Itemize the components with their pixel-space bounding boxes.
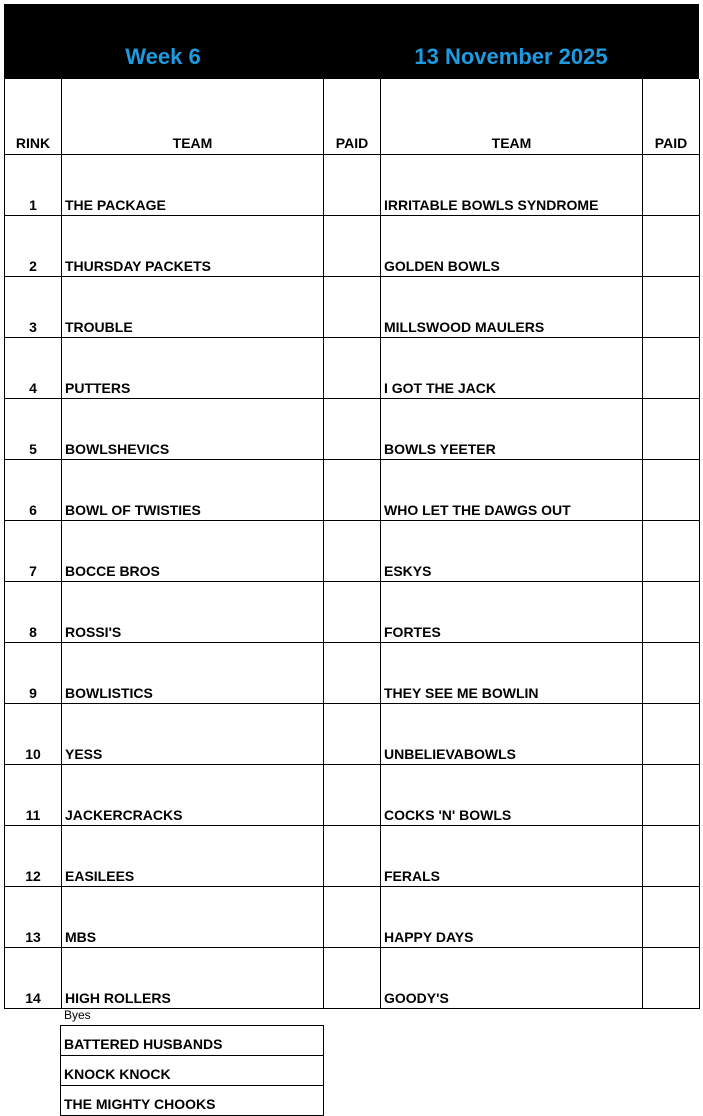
team-a-name: BOCCE BROS xyxy=(62,521,324,582)
rink-number: 1 xyxy=(5,155,62,216)
table-row xyxy=(5,765,700,826)
rink-number: 4 xyxy=(5,338,62,399)
paid-a-cell xyxy=(324,765,381,826)
table-row xyxy=(5,399,700,460)
paid-b-cell xyxy=(643,277,700,338)
team-b-name: THEY SEE ME BOWLIN xyxy=(381,643,643,704)
table-row xyxy=(5,277,700,338)
team-a-name: PUTTERS xyxy=(62,338,324,399)
paid-b-cell xyxy=(643,887,700,948)
table-row xyxy=(5,826,700,887)
paid-a-cell xyxy=(324,887,381,948)
table-row xyxy=(5,521,700,582)
rink-number: 8 xyxy=(5,582,62,643)
table-row xyxy=(5,887,700,948)
team-a-name: HIGH ROLLERS xyxy=(62,948,324,1009)
paid-b-cell xyxy=(643,399,700,460)
paid-a-cell xyxy=(324,521,381,582)
team-a-name: THE PACKAGE xyxy=(62,155,324,216)
team-b-column-header: TEAM xyxy=(381,79,643,155)
bye-row xyxy=(61,1056,324,1086)
paid-a-cell xyxy=(324,399,381,460)
paid-b-cell xyxy=(643,948,700,1009)
paid-a-cell xyxy=(324,704,381,765)
paid-b-cell xyxy=(643,643,700,704)
team-b-name: FORTES xyxy=(381,582,643,643)
paid-b-cell xyxy=(643,460,700,521)
table-row xyxy=(5,338,700,399)
team-b-name: UNBELIEVABOWLS xyxy=(381,704,643,765)
paid-b-cell xyxy=(643,521,700,582)
rink-number: 3 xyxy=(5,277,62,338)
team-a-name: YESS xyxy=(62,704,324,765)
team-b-name: HAPPY DAYS xyxy=(381,887,643,948)
paid-b-column-header: PAID xyxy=(643,79,700,155)
rink-number: 2 xyxy=(5,216,62,277)
paid-a-cell xyxy=(324,338,381,399)
team-a-name: MBS xyxy=(62,887,324,948)
paid-a-cell xyxy=(324,460,381,521)
bye-row xyxy=(61,1086,324,1116)
team-a-name: BOWL OF TWISTIES xyxy=(62,460,324,521)
table-row xyxy=(5,948,700,1009)
paid-a-cell xyxy=(324,643,381,704)
team-a-name: BOWLSHEVICS xyxy=(62,399,324,460)
rink-number: 11 xyxy=(5,765,62,826)
table-row xyxy=(5,216,700,277)
table-row xyxy=(5,582,700,643)
table-row xyxy=(5,460,700,521)
paid-b-cell xyxy=(643,338,700,399)
rink-number: 13 xyxy=(5,887,62,948)
rink-draw-table xyxy=(4,79,700,1009)
rink-number: 7 xyxy=(5,521,62,582)
paid-a-cell xyxy=(324,948,381,1009)
team-b-name: IRRITABLE BOWLS SYNDROME xyxy=(381,155,643,216)
rink-number: 14 xyxy=(5,948,62,1009)
team-b-name: COCKS 'N' BOWLS xyxy=(381,765,643,826)
byes-label: Byes xyxy=(64,1008,91,1022)
team-a-name: THURSDAY PACKETS xyxy=(62,216,324,277)
bye-team-name: BATTERED HUSBANDS xyxy=(61,1026,324,1056)
table-row xyxy=(5,155,700,216)
rink-number: 6 xyxy=(5,460,62,521)
rink-column-header: RINK xyxy=(5,79,62,155)
team-a-name: EASILEES xyxy=(62,826,324,887)
team-a-name: ROSSI'S xyxy=(62,582,324,643)
paid-a-cell xyxy=(324,582,381,643)
paid-b-cell xyxy=(643,582,700,643)
team-b-name: MILLSWOOD MAULERS xyxy=(381,277,643,338)
team-a-column-header: TEAM xyxy=(62,79,324,155)
paid-b-cell xyxy=(643,155,700,216)
rink-number: 5 xyxy=(5,399,62,460)
table-row xyxy=(5,704,700,765)
bye-team-name: THE MIGHTY CHOOKS xyxy=(61,1086,324,1116)
bye-team-name: KNOCK KNOCK xyxy=(61,1056,324,1086)
table-row xyxy=(5,643,700,704)
team-a-name: JACKERCRACKS xyxy=(62,765,324,826)
paid-a-cell xyxy=(324,277,381,338)
paid-a-cell xyxy=(324,826,381,887)
paid-b-cell xyxy=(643,765,700,826)
team-b-name: I GOT THE JACK xyxy=(381,338,643,399)
rink-number: 9 xyxy=(5,643,62,704)
byes-table xyxy=(60,1025,324,1116)
paid-a-cell xyxy=(324,155,381,216)
team-b-name: BOWLS YEETER xyxy=(381,399,643,460)
team-b-name: WHO LET THE DAWGS OUT xyxy=(381,460,643,521)
paid-b-cell xyxy=(643,826,700,887)
bye-row xyxy=(61,1026,324,1056)
team-b-name: GOODY'S xyxy=(381,948,643,1009)
team-b-name: GOLDEN BOWLS xyxy=(381,216,643,277)
date-label: 13 November 2025 xyxy=(414,44,608,69)
paid-b-cell xyxy=(643,216,700,277)
team-b-name: ESKYS xyxy=(381,521,643,582)
rink-number: 12 xyxy=(5,826,62,887)
paid-b-cell xyxy=(643,704,700,765)
team-a-name: TROUBLE xyxy=(62,277,324,338)
team-a-name: BOWLISTICS xyxy=(62,643,324,704)
week-label: Week 6 xyxy=(125,44,201,69)
paid-a-column-header: PAID xyxy=(324,79,381,155)
paid-a-cell xyxy=(324,216,381,277)
header-row xyxy=(5,79,700,155)
rink-number: 10 xyxy=(5,704,62,765)
team-b-name: FERALS xyxy=(381,826,643,887)
